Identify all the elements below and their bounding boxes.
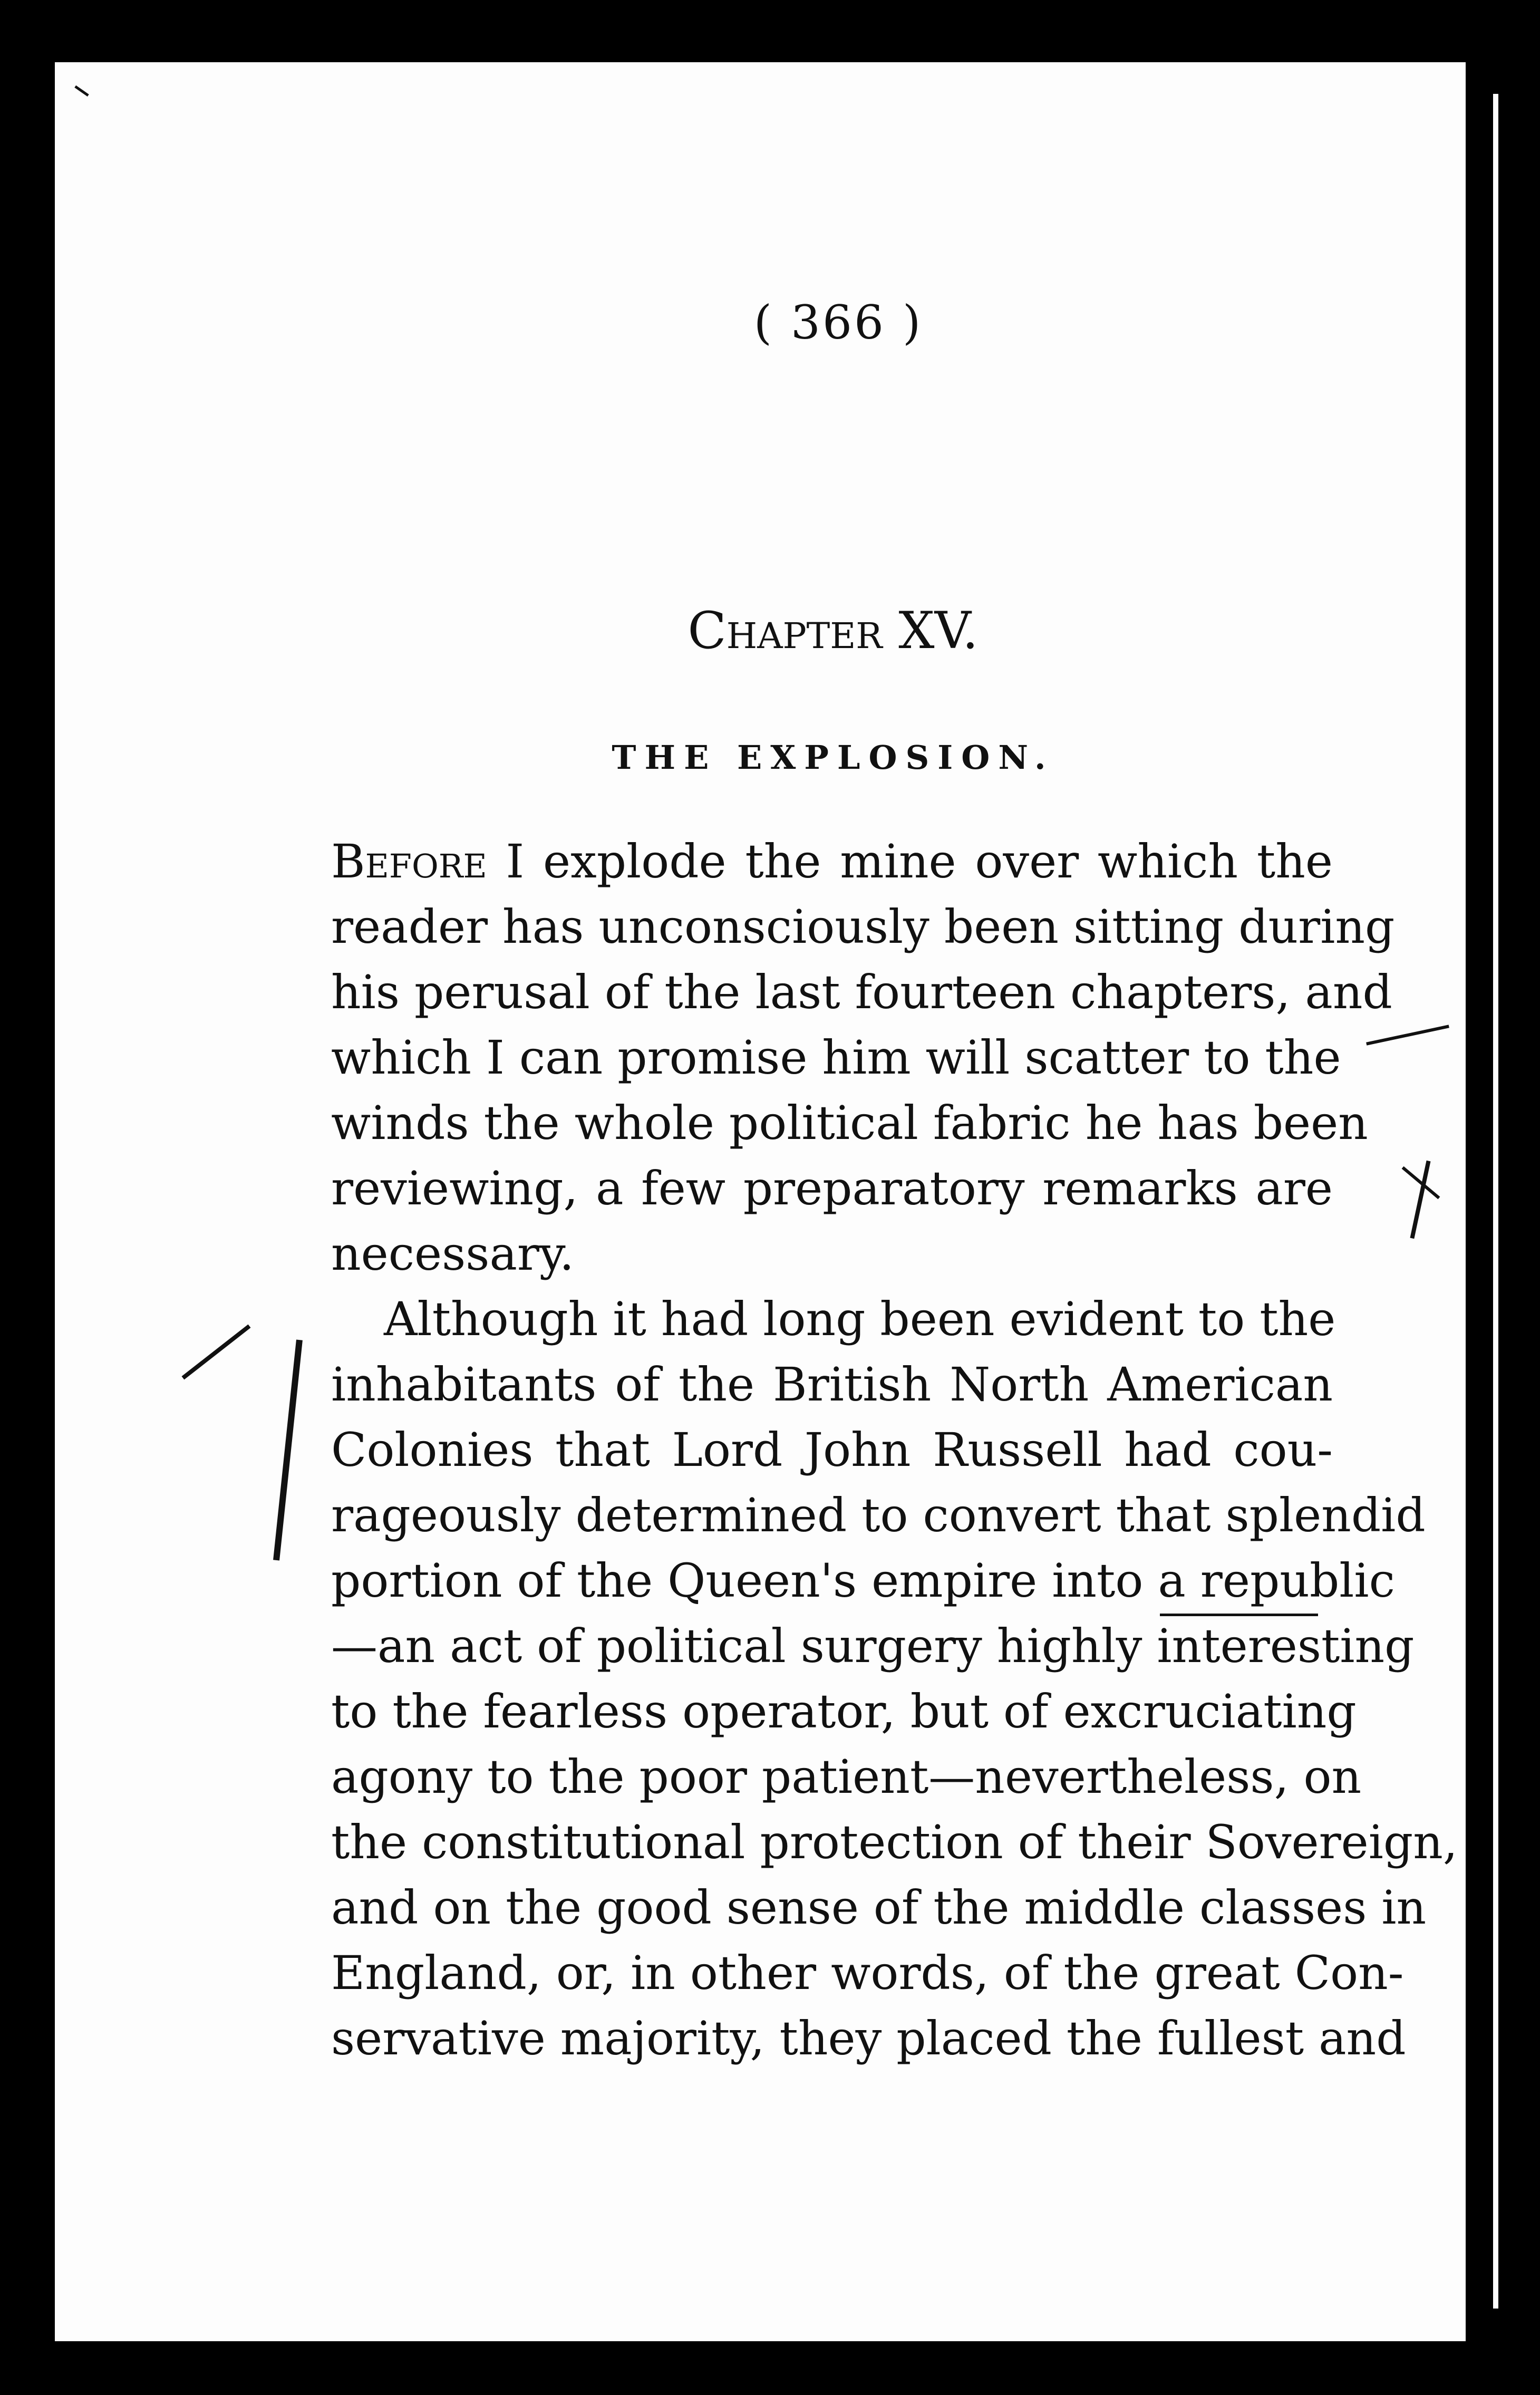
text-line: —an act of political surgery highly interesting xyxy=(331,1619,1415,1673)
text-line: rageously determined to convert that splendid xyxy=(331,1488,1426,1542)
paragraph-2 xyxy=(331,1287,1458,2071)
text-line: which I can promise him will scatter to the xyxy=(331,1030,1341,1085)
page-edge xyxy=(1493,94,1498,2309)
text-line: Colonies that Lord John Russell had cou- xyxy=(331,1423,1333,1477)
text-line: servative majority, they placed the fullest and xyxy=(331,2011,1406,2065)
text-line: inhabitants of the British North American xyxy=(331,1357,1333,1412)
text-line: Before I explode the mine over which the xyxy=(331,834,1333,889)
chapter-title: Chapter XV. xyxy=(687,601,979,660)
paragraph-1 xyxy=(331,829,1395,1287)
text-line: portion of the Queen's empire into a republic xyxy=(331,1553,1395,1608)
text-line: the constitutional protection of their Sovereign, xyxy=(331,1815,1458,1869)
text-line: England, or, in other words, of the great Con- xyxy=(331,1946,1404,2000)
text-line: reviewing, a few preparatory remarks are xyxy=(331,1161,1333,1215)
page-number: ( 366 ) xyxy=(753,295,923,350)
text-line: winds the whole political fabric he has been xyxy=(331,1096,1368,1150)
text-line: to the fearless operator, but of excruciating xyxy=(331,1684,1357,1739)
text-line: and on the good sense of the middle classes in xyxy=(331,1880,1427,1935)
text-line: necessary. xyxy=(331,1227,574,1281)
text-line: his perusal of the last fourteen chapters, and xyxy=(331,965,1392,1019)
binding-shadow xyxy=(1466,62,1540,2341)
text-line: agony to the poor patient—nevertheless, on xyxy=(331,1750,1362,1804)
underline-mark xyxy=(1160,1614,1318,1616)
text-line: reader has unconsciously been sitting during xyxy=(331,900,1395,954)
text-line: Although it had long been evident to the xyxy=(384,1292,1336,1346)
section-heading: THE EXPLOSION. xyxy=(612,738,1054,777)
drop-word: Before xyxy=(331,834,487,889)
